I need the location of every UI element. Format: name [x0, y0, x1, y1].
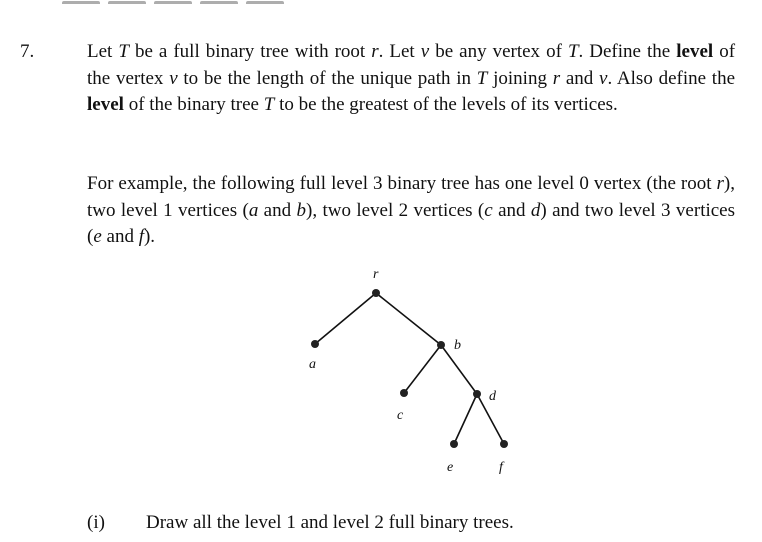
- cropped-previous-line: [62, 0, 322, 4]
- vertex-f: [500, 440, 508, 448]
- binary-tree-diagram: [280, 258, 540, 488]
- label-c: c: [397, 408, 404, 423]
- vertex-e: [450, 440, 458, 448]
- vertex-a: [311, 340, 319, 348]
- term-level-tree: level: [87, 94, 124, 115]
- edge-d-e: [454, 394, 477, 444]
- question-number: 7.: [20, 41, 35, 62]
- vertex-c: [400, 389, 408, 397]
- vertex-d: [473, 390, 481, 398]
- tree-labels: [309, 267, 505, 475]
- label-f: f: [499, 460, 503, 475]
- tree-vertices: [311, 289, 508, 448]
- edge-r-a: [315, 293, 376, 344]
- example-paragraph: For example, the following full level 3 binary tree has one level 0 vertex (the root r), two level 1 vertices (a and b), two level 2 vertices (c and d) and two level 3 vertices (e and f).: [87, 173, 736, 247]
- label-r: r: [373, 267, 379, 282]
- part-i-label: (i): [87, 512, 105, 533]
- term-level: level: [676, 41, 714, 62]
- label-b: b: [454, 338, 461, 353]
- vertex-r: [372, 289, 380, 297]
- vertex-b: [437, 341, 445, 349]
- label-e: e: [447, 460, 454, 475]
- edge-b-c: [404, 345, 441, 393]
- definition-paragraph: Let T be a full binary tree with root r. Let v be any vertex of T. Define the level of the vertex v to be the length of the unique path in T joining r and v. Also define the level of the binary tree T to be the greatest of the levels of its vertices.: [87, 41, 736, 115]
- label-a: a: [309, 357, 316, 372]
- part-i-text: Draw all the level 1 and level 2 full binary trees.: [146, 512, 514, 533]
- tree-edges: [315, 293, 504, 444]
- label-d: d: [489, 389, 496, 404]
- edge-r-b: [376, 293, 441, 345]
